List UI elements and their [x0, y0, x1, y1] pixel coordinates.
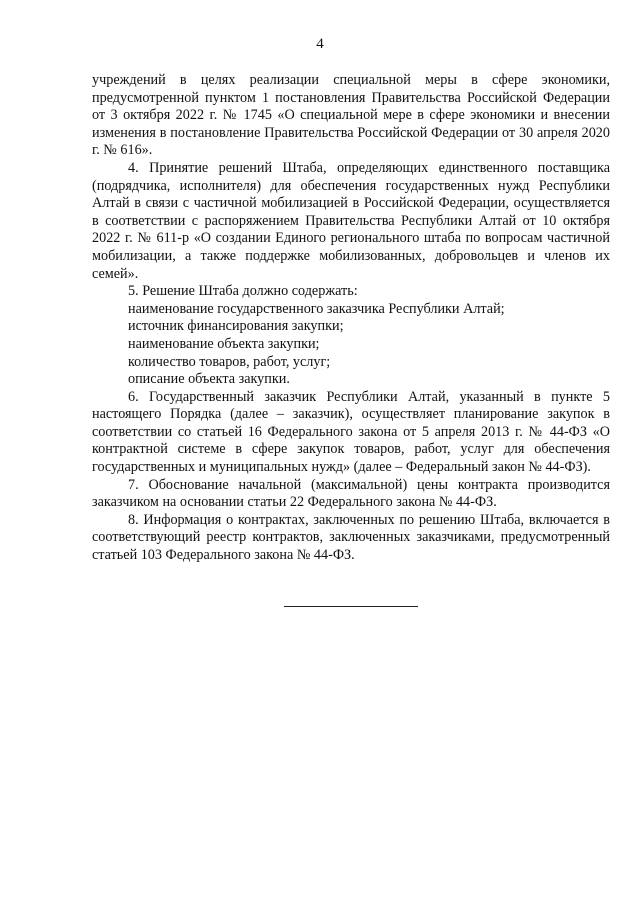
paragraph-item-4: 4. Принятие решений Штаба, определяющих единственного поставщика (подрядчика, исполнителя) для обеспечения государственных нужд Республики Алтай в связи с частичной мобилизацией в Российской Федерации, осуществляется в соответствии с распоряжением Правительства Республики Алтай от 10 октября 2022 г. № 611-р «О создании Единого регионального штаба по вопросам частичной мобилизации, а также поддержке мобилизованных, добровольцев и членов их семей».: [92, 159, 610, 282]
list-item: количество товаров, работ, услуг;: [128, 353, 331, 370]
list-item: наименование объекта закупки;: [128, 335, 320, 352]
page-number: 4: [316, 36, 324, 52]
list-item: наименование государственного заказчика Республики Алтай;: [128, 300, 505, 317]
list-item: источник финансирования закупки;: [128, 318, 344, 335]
paragraph-item-7: 7. Обоснование начальной (максимальной) цены контракта производится заказчиком на основании статьи 22 Федерального закона № 44-ФЗ.: [92, 476, 610, 511]
paragraph-item-8: 8. Информация о контрактах, заключенных по решению Штаба, включается в соответствующий реестр контрактов, заключенных заказчиками, предусмотренный статьей 103 Федерального закона № 44-ФЗ.: [92, 511, 610, 564]
list-item: описание объекта закупки.: [128, 371, 290, 388]
paragraph-item-6: 6. Государственный заказчик Республики Алтай, указанный в пункте 5 настоящего Порядка (далее – заказчик), осуществляет планирование закупок в соответствии со статьей 16 Федерального закона от 5 апреля 2013 г. № 44-ФЗ «О контрактной системе в сфере закупок товаров, работ, услуг для обеспечения государственных и муниципальных нужд» (далее – Федеральный закон № 44-ФЗ).: [92, 388, 610, 476]
paragraph-item-5: 5. Решение Штаба должно содержать:: [128, 283, 358, 300]
document-body: [92, 72, 610, 565]
end-separator-line: [284, 606, 418, 607]
paragraph-continuation: учреждений в целях реализации специальной меры в сфере экономики, предусмотренной пунктом 1 постановления Правительства Российской Федерации от 3 октября 2022 г. № 1745 «О специальной мере в сфере экономики и внесении изменения в постановление Правительства Российской Федерации от 30 апреля 2020 г. № 616».: [92, 72, 610, 159]
